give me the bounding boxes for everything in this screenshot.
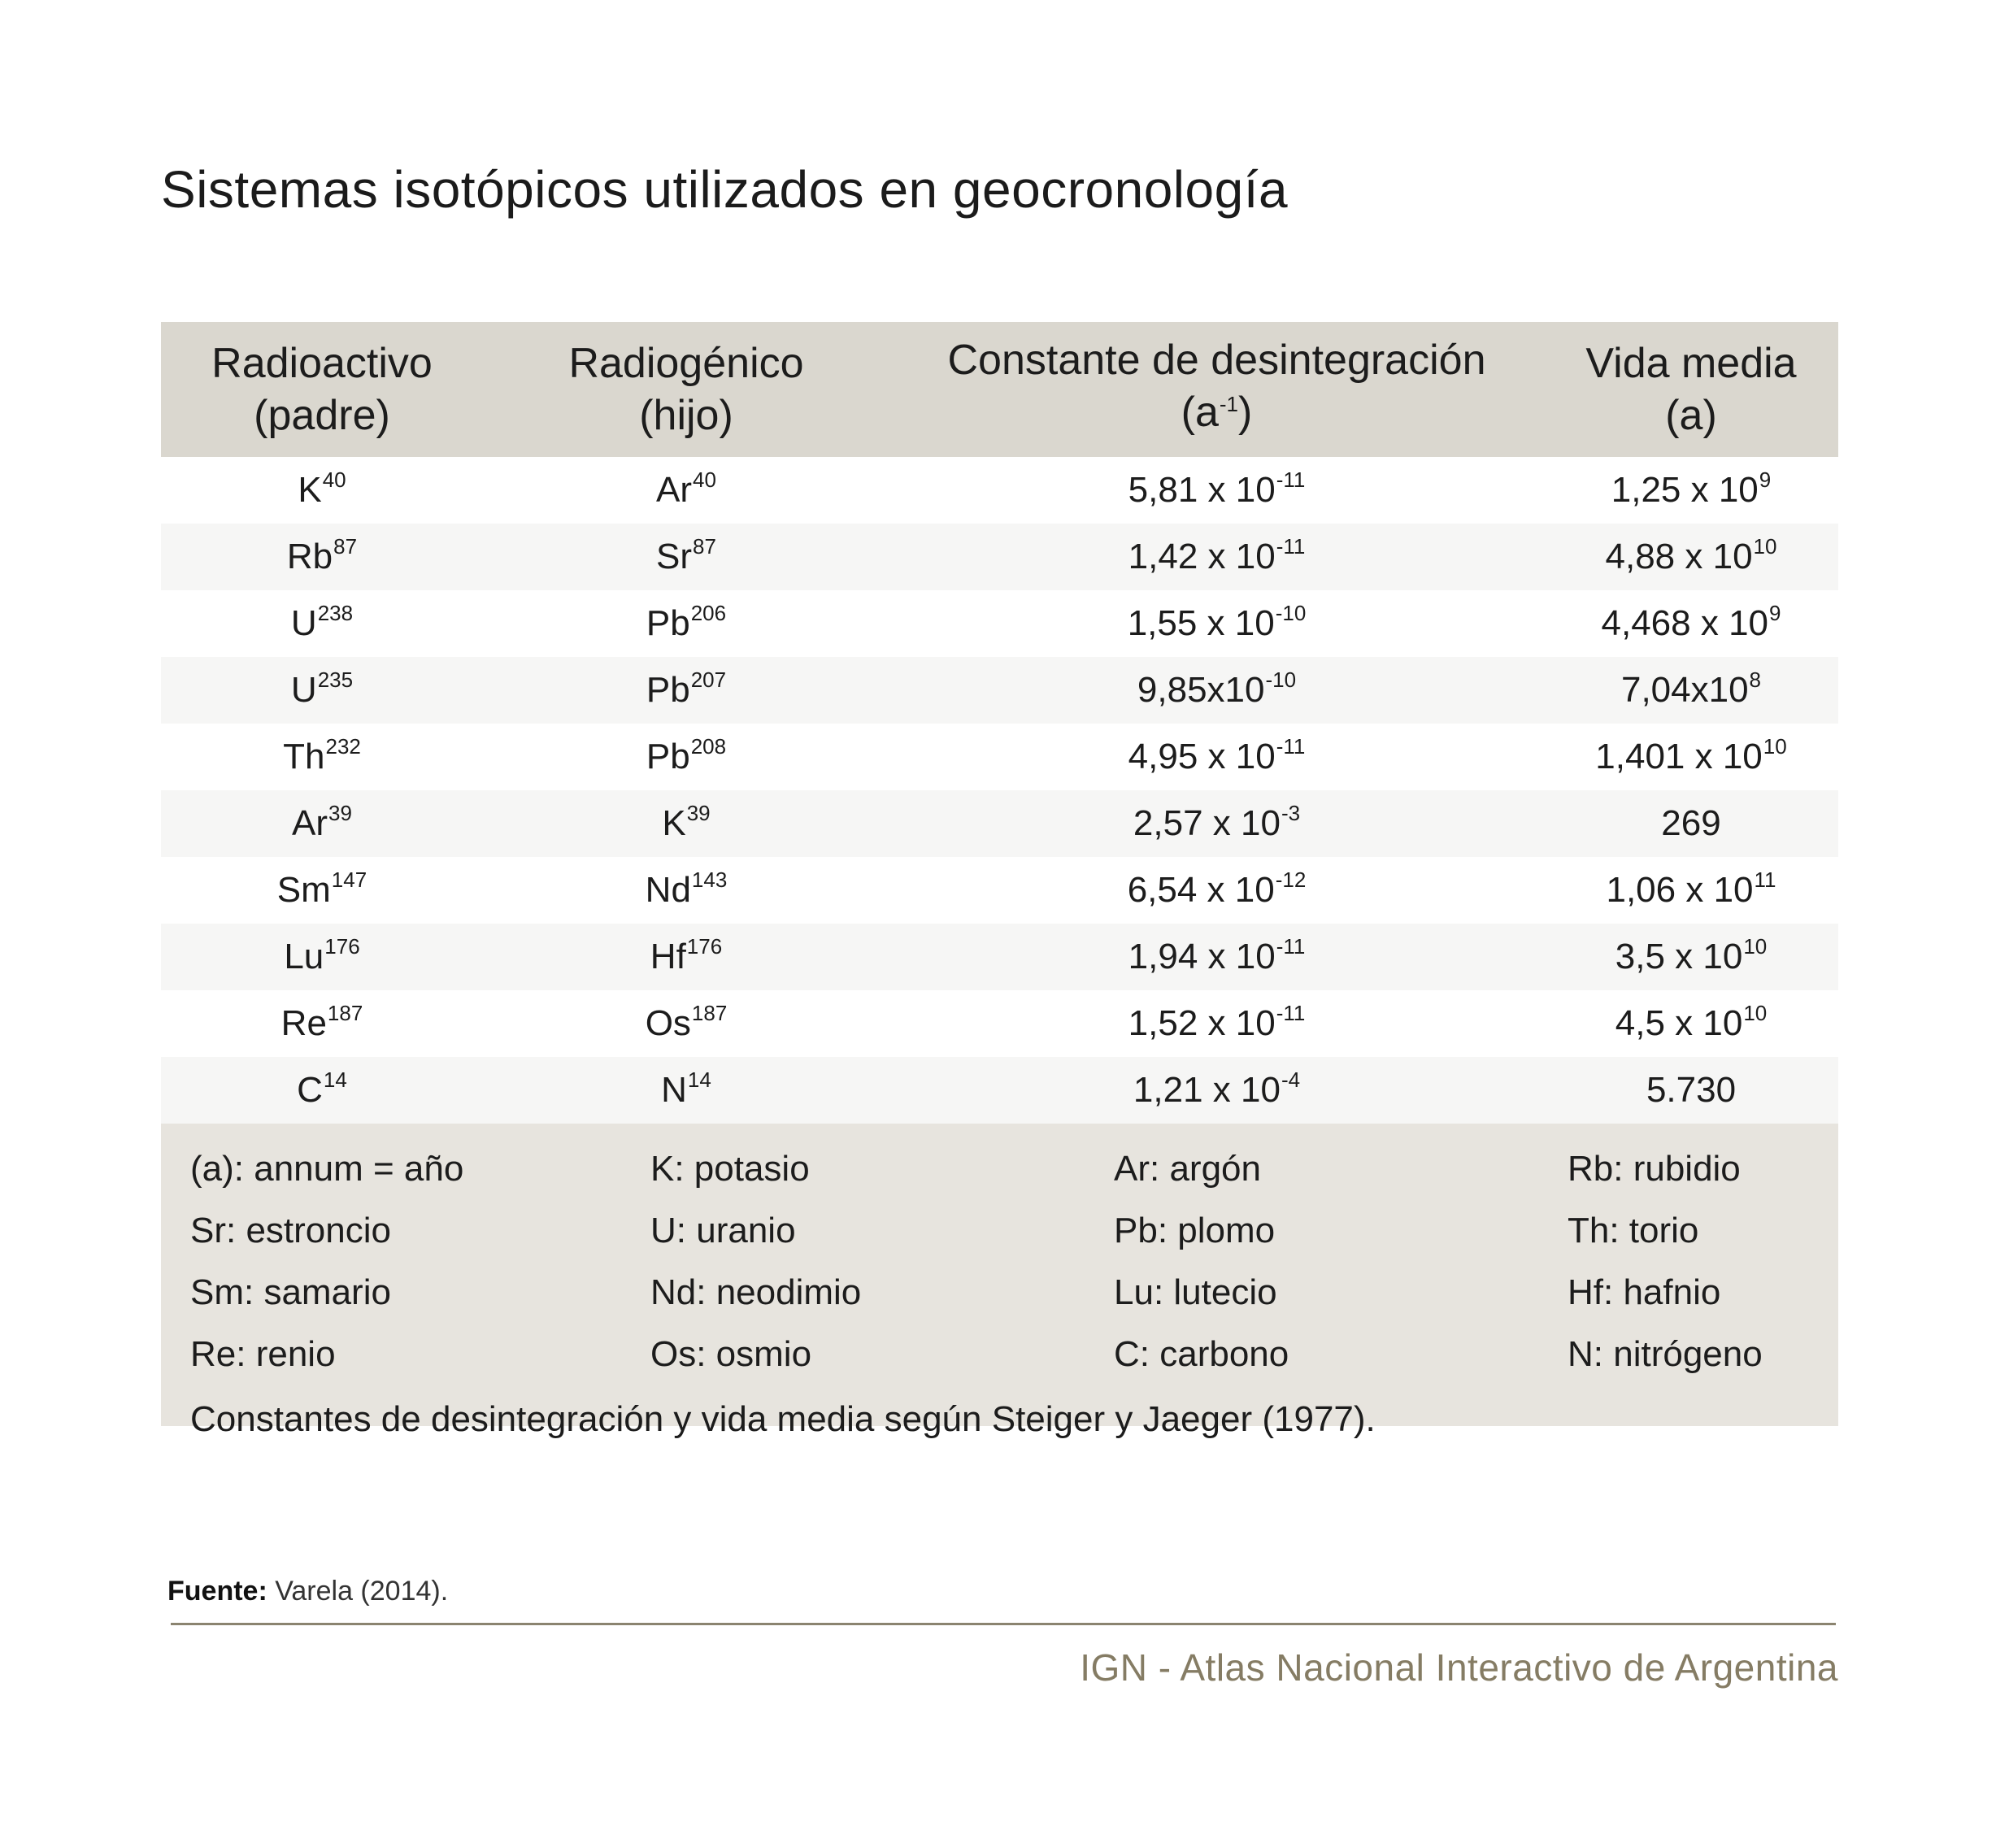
cell-half-life-exponent: 11 [1754, 867, 1776, 892]
cell-half-life-exponent: 10 [1763, 734, 1787, 759]
cell-daughter [483, 803, 889, 844]
table-row [161, 857, 1838, 924]
header-radioactive-line2: (padre) [254, 392, 390, 439]
cell-half-life-value: 269 [1661, 803, 1721, 843]
cell-daughter [483, 534, 889, 577]
cell-parent-exponent: 87 [333, 534, 358, 559]
cell-parent [161, 1067, 483, 1111]
source-text: Varela (2014). [267, 1576, 449, 1607]
cell-daughter-value: Pb [646, 737, 690, 776]
cell-parent [161, 667, 483, 711]
table-row [161, 457, 1838, 524]
table-row [161, 790, 1838, 857]
header-decay-unit: (a [1181, 389, 1219, 436]
source-credit [167, 1576, 448, 1607]
cell-decay-constant-value: 1,55 x 10 [1127, 603, 1275, 643]
cell-parent-value: U [290, 603, 317, 643]
abbreviation-note: Hf: hafnio [1568, 1272, 1721, 1312]
table-row [161, 590, 1838, 657]
table-row [161, 1057, 1838, 1124]
cell-decay-constant-exponent: -11 [1276, 734, 1306, 759]
cell-decay-constant-exponent: -3 [1281, 801, 1301, 825]
cell-half-life [1544, 603, 1838, 644]
cell-parent [161, 867, 483, 911]
abbreviations-grid [190, 1138, 1838, 1385]
cell-half-life [1544, 467, 1838, 511]
cell-parent-value: Ar [292, 803, 328, 843]
notes-source: Constantes de desintegración y vida media según Steiger y Jaeger (1977). [190, 1399, 1376, 1439]
abbreviation-note: C: carbono [1114, 1334, 1289, 1374]
cell-decay-constant [889, 934, 1544, 977]
cell-half-life-value: 1,25 x 10 [1611, 470, 1759, 510]
cell-parent [161, 534, 483, 577]
cell-parent-value: Re [280, 1003, 327, 1043]
cell-daughter-value: N [661, 1070, 687, 1110]
cell-daughter [483, 667, 889, 711]
cell-daughter [483, 867, 889, 911]
cell-half-life-value: 4,468 x 10 [1601, 603, 1769, 643]
cell-half-life [1544, 934, 1838, 977]
cell-decay-constant [889, 803, 1544, 844]
cell-decay-constant [889, 603, 1544, 644]
source-label: Fuente: [167, 1576, 267, 1607]
table-body [161, 457, 1838, 1124]
cell-daughter [483, 934, 889, 977]
header-decay-unit-close: ) [1238, 389, 1253, 436]
cell-daughter-exponent: 187 [691, 1001, 728, 1025]
table-row [161, 657, 1838, 724]
cell-half-life-exponent: 10 [1753, 534, 1777, 559]
cell-daughter-value: Hf [650, 937, 686, 976]
cell-decay-constant-value: 1,42 x 10 [1128, 537, 1276, 576]
cell-decay-constant-exponent: -11 [1276, 934, 1306, 959]
abbreviation-note: Ar: argón [1114, 1149, 1261, 1189]
cell-decay-constant-value: 2,57 x 10 [1133, 803, 1281, 843]
cell-daughter-exponent: 208 [690, 734, 727, 759]
cell-daughter-value: Os [645, 1003, 691, 1043]
header-half-life-line2: (a) [1665, 392, 1717, 439]
header-decay-constant-line2 [1181, 386, 1253, 445]
cell-parent-exponent: 147 [331, 867, 367, 892]
cell-decay-constant-value: 4,95 x 10 [1128, 737, 1276, 776]
cell-half-life [1544, 534, 1838, 577]
cell-parent-value: Th [283, 737, 325, 776]
cell-parent-value: Lu [284, 937, 324, 976]
cell-parent [161, 934, 483, 977]
cell-decay-constant [889, 534, 1544, 577]
header-decay-unit-exponent: -1 [1219, 392, 1239, 416]
cell-parent [161, 603, 483, 644]
isotope-table [161, 322, 1838, 1439]
header-radiogenic [483, 322, 889, 457]
abbreviation-note: Sr: estroncio [190, 1211, 391, 1250]
abbreviation-note: (a): annum = año [190, 1149, 464, 1189]
header-radiogenic-line2: (hijo) [639, 392, 733, 439]
header-half-life-line1: Vida media [1585, 340, 1797, 387]
abbreviation-note: Rb: rubidio [1568, 1149, 1741, 1189]
cell-decay-constant-exponent: -11 [1276, 534, 1306, 559]
header-radioactive [161, 322, 483, 457]
cell-daughter-exponent: 143 [691, 867, 728, 892]
cell-daughter-exponent: 206 [690, 601, 727, 625]
cell-daughter-value: Sr [656, 537, 693, 576]
cell-daughter-exponent: 14 [687, 1067, 711, 1092]
cell-half-life [1544, 1070, 1838, 1111]
cell-decay-constant-exponent: -12 [1275, 867, 1307, 892]
cell-daughter [483, 603, 889, 644]
cell-half-life-exponent: 10 [1743, 934, 1768, 959]
abbreviation-note: U: uranio [650, 1211, 796, 1250]
cell-parent-exponent: 39 [328, 801, 352, 825]
cell-decay-constant-exponent: -11 [1276, 467, 1306, 492]
cell-decay-constant-exponent: -11 [1276, 1001, 1306, 1025]
cell-parent-exponent: 176 [324, 934, 360, 959]
cell-half-life-value: 5.730 [1646, 1070, 1737, 1110]
cell-daughter-value: K [662, 803, 686, 843]
cell-half-life [1544, 734, 1838, 777]
cell-daughter-exponent: 207 [690, 667, 727, 692]
header-decay-constant-line1: Constante de desintegración [947, 337, 1486, 384]
cell-daughter-exponent: 39 [686, 801, 711, 825]
cell-daughter-exponent: 176 [686, 934, 723, 959]
page-title: Sistemas isotópicos utilizados en geocronología [161, 160, 1289, 219]
abbreviation-note: Sm: samario [190, 1272, 391, 1312]
cell-parent [161, 467, 483, 511]
cell-half-life [1544, 803, 1838, 844]
cell-half-life-value: 3,5 x 10 [1615, 937, 1743, 976]
cell-daughter-value: Pb [646, 670, 690, 710]
table-row [161, 924, 1838, 990]
cell-parent-value: U [290, 670, 317, 710]
abbreviation-note: Pb: plomo [1114, 1211, 1276, 1250]
cell-parent-value: Rb [286, 537, 333, 576]
abbreviation-note: K: potasio [650, 1149, 810, 1189]
cell-parent-exponent: 235 [317, 667, 354, 692]
cell-half-life-value: 4,5 x 10 [1615, 1003, 1743, 1043]
cell-daughter-value: Ar [656, 470, 693, 510]
header-radiogenic-line1: Radiogénico [568, 340, 804, 387]
footer-divider [171, 1623, 1836, 1625]
cell-decay-constant-exponent: -10 [1265, 667, 1297, 692]
abbreviation-note: Re: renio [190, 1334, 336, 1374]
header-radioactive-line1: Radioactivo [211, 340, 433, 387]
cell-parent-value: K [298, 470, 322, 510]
cell-half-life-value: 4,88 x 10 [1605, 537, 1753, 576]
cell-daughter [483, 1003, 889, 1044]
cell-daughter [483, 467, 889, 511]
cell-decay-constant-value: 1,94 x 10 [1128, 937, 1276, 976]
cell-parent-value: C [297, 1070, 323, 1110]
cell-half-life-exponent: 8 [1749, 667, 1762, 692]
cell-decay-constant [889, 667, 1544, 711]
cell-half-life-value: 1,401 x 10 [1595, 737, 1763, 776]
cell-parent [161, 1003, 483, 1044]
header-decay-constant [889, 322, 1544, 457]
cell-decay-constant-value: 6,54 x 10 [1127, 870, 1275, 910]
cell-half-life-value: 1,06 x 10 [1606, 870, 1754, 910]
table-row [161, 524, 1838, 590]
cell-decay-constant-value: 5,81 x 10 [1128, 470, 1276, 510]
abbreviation-note: Nd: neodimio [650, 1272, 862, 1312]
cell-parent-exponent: 14 [323, 1067, 347, 1092]
cell-decay-constant-exponent: -4 [1281, 1067, 1301, 1092]
abbreviation-note: Os: osmio [650, 1334, 812, 1374]
brand-footer: IGN - Atlas Nacional Interactivo de Argentina [1080, 1646, 1838, 1689]
cell-half-life [1544, 667, 1838, 711]
cell-decay-constant-exponent: -10 [1275, 601, 1307, 625]
cell-half-life-exponent: 9 [1759, 467, 1772, 492]
cell-parent [161, 803, 483, 844]
cell-half-life [1544, 1003, 1838, 1044]
cell-daughter-value: Pb [646, 603, 690, 643]
cell-parent [161, 734, 483, 777]
cell-parent-exponent: 40 [322, 467, 346, 492]
abbreviation-note: N: nitrógeno [1568, 1334, 1763, 1374]
cell-decay-constant-value: 9,85x10 [1137, 670, 1265, 710]
abbreviation-note: Th: torio [1568, 1211, 1699, 1250]
cell-decay-constant [889, 467, 1544, 511]
cell-daughter-exponent: 87 [693, 534, 716, 559]
cell-decay-constant-value: 1,52 x 10 [1128, 1003, 1276, 1043]
cell-half-life [1544, 867, 1838, 911]
cell-parent-value: Sm [276, 870, 331, 910]
cell-daughter [483, 1067, 889, 1111]
table-header [161, 322, 1838, 457]
table-row [161, 990, 1838, 1057]
cell-decay-constant [889, 1067, 1544, 1111]
cell-half-life-value: 7,04x10 [1620, 670, 1749, 710]
table-row [161, 724, 1838, 790]
header-half-life [1544, 322, 1838, 457]
cell-half-life-exponent: 9 [1769, 601, 1781, 625]
cell-decay-constant [889, 734, 1544, 777]
cell-decay-constant [889, 867, 1544, 911]
cell-parent-exponent: 232 [325, 734, 361, 759]
cell-parent-exponent: 187 [327, 1001, 363, 1025]
cell-decay-constant-value: 1,21 x 10 [1133, 1070, 1281, 1110]
cell-half-life-exponent: 10 [1743, 1001, 1768, 1025]
cell-decay-constant [889, 1003, 1544, 1044]
cell-daughter-exponent: 40 [693, 467, 716, 492]
cell-daughter [483, 734, 889, 777]
notes-box [161, 1124, 1838, 1439]
cell-parent-exponent: 238 [317, 601, 354, 625]
cell-daughter-value: Nd [645, 870, 691, 910]
abbreviation-note: Lu: lutecio [1114, 1272, 1277, 1312]
